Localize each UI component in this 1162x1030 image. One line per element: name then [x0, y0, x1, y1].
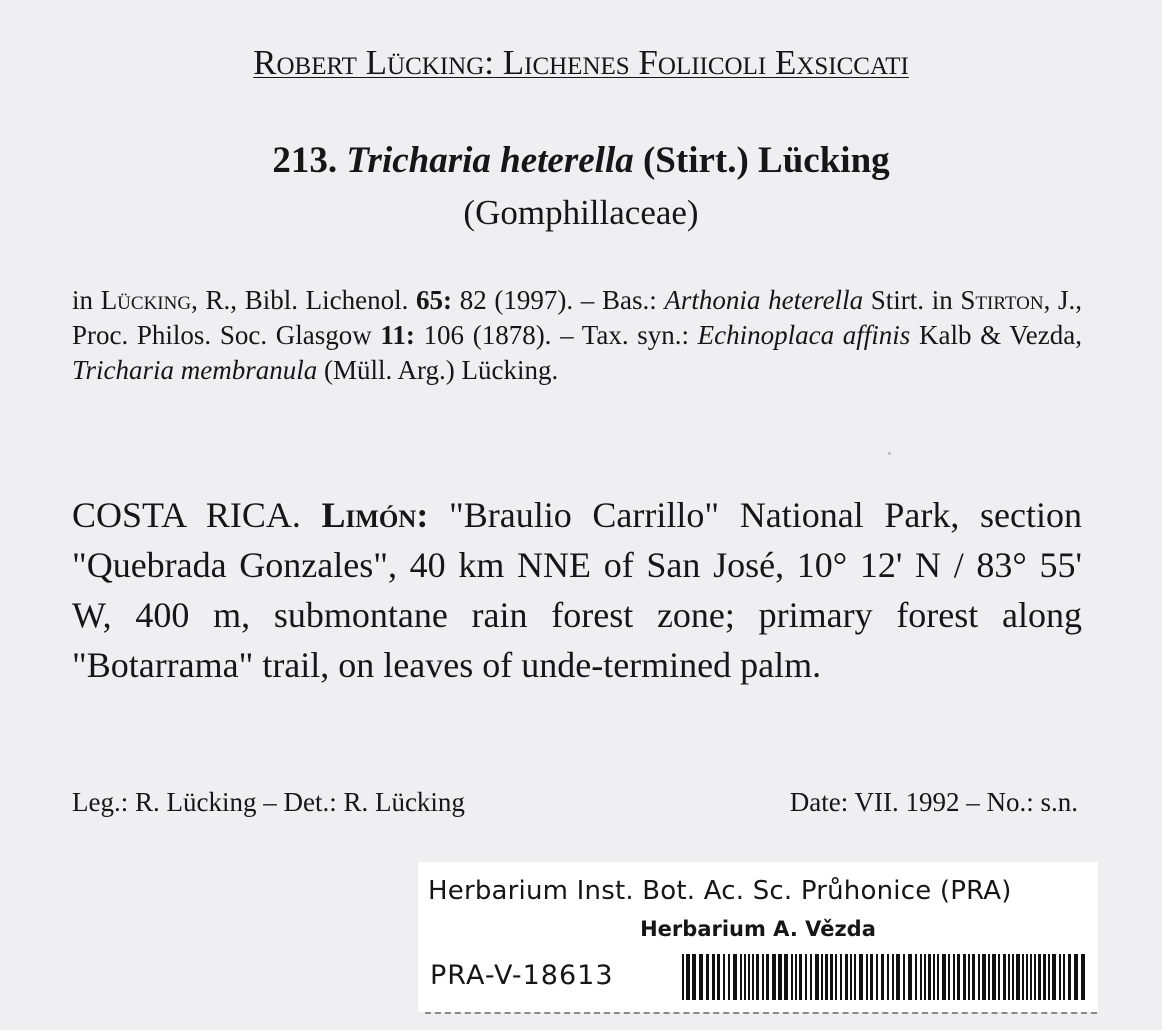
collector-info: Leg.: R. Lücking – Det.: R. Lücking — [72, 787, 465, 817]
biblio-text: (Müll. Arg.) Lücking. — [317, 355, 559, 385]
specimen-id: PRA-V-18613 — [430, 960, 614, 991]
barcode-image — [680, 954, 1090, 1000]
biblio-volume: 65: — [416, 285, 453, 315]
biblio-text: 82 (1997). – Bas.: — [452, 285, 665, 315]
taxon-authority: (Stirt.) Lücking — [642, 140, 890, 181]
bibliography — [72, 283, 1082, 388]
taxon-name: Tricharia heterella — [346, 140, 634, 181]
locality-text: "Braulio Carrillo" National Park, section "Quebrada Gonzales", 40 km NNE of San José, 10° 12' N / 83° 55' W, 400 m, submontane rain forest zone; primary forest along "Botarrama" trail, on leaves of unde-termined palm. — [72, 495, 1082, 685]
biblio-basionym: Arthonia heterella — [664, 285, 864, 315]
locality-country: COSTA RICA. — [72, 495, 322, 535]
biblio-volume: 11: — [380, 320, 415, 350]
herbarium-collection: Herbarium A. Vězda — [640, 917, 876, 941]
biblio-text: , J., Proc. Philos. Soc. Glasgow — [72, 285, 1083, 350]
herbarium-institute: Herbarium Inst. Bot. Ac. Sc. Průhonice (PRA) — [428, 876, 1012, 906]
speck — [888, 452, 891, 455]
biblio-synonym: Echinoplaca affinis — [697, 320, 911, 350]
locality — [72, 490, 1082, 690]
biblio-text: , R., Bibl. Lichenol. — [191, 285, 417, 315]
biblio-text: Kalb & Vezda, — [910, 320, 1082, 350]
herbarium-label — [418, 862, 1098, 1012]
biblio-author: Lücking — [100, 285, 192, 315]
biblio-text: in — [72, 285, 101, 315]
series-header: Robert Lücking: Lichenes Foliicoli Exsiccati — [253, 43, 909, 82]
taxon-title — [0, 138, 1162, 184]
cut-line — [425, 1012, 1097, 1014]
collector-row — [72, 782, 1082, 822]
locality-province: Limón: — [321, 495, 429, 535]
date-number: Date: VII. 1992 – No.: s.n. — [789, 787, 1078, 817]
biblio-author: Stirton — [960, 285, 1044, 315]
biblio-text: Stirt. in — [863, 285, 961, 315]
family-name: (Gomphillaceae) — [463, 193, 699, 232]
biblio-text: 106 (1878). – Tax. syn.: — [414, 320, 698, 350]
biblio-synonym: Tricharia membranula — [72, 355, 318, 385]
exsiccata-number: 213. — [272, 140, 338, 181]
